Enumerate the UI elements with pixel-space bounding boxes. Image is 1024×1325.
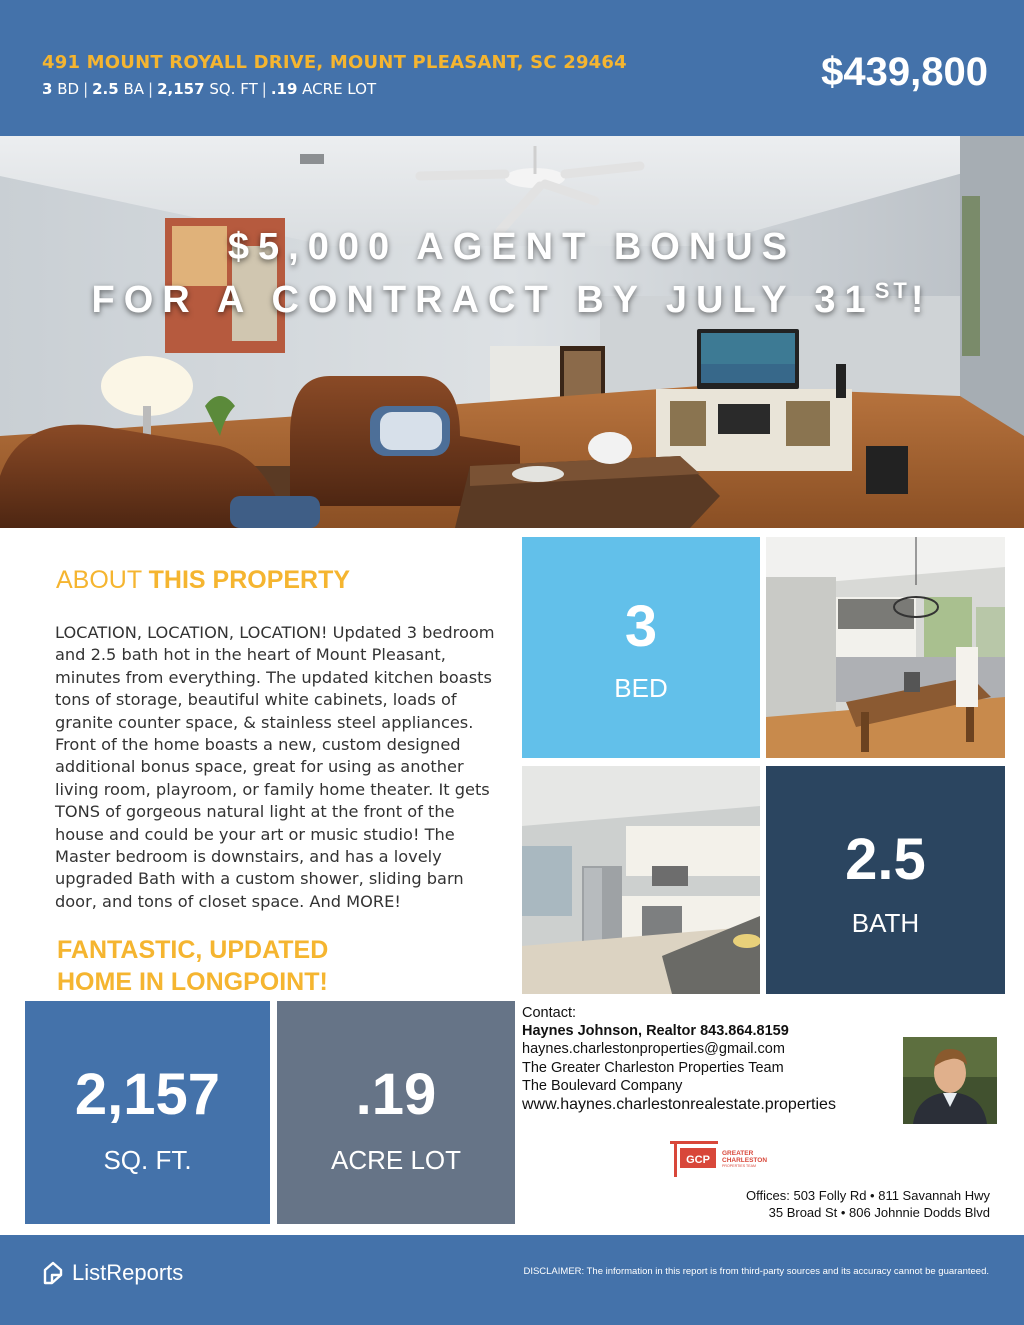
divider: |	[148, 80, 154, 98]
about-heading-bold: THIS PROPERTY	[148, 566, 351, 594]
baths-unit: BA	[123, 80, 145, 98]
bonus-deadline	[0, 278, 1024, 322]
about-heading-light: ABOUT	[56, 566, 142, 594]
contact-heading: Contact:	[522, 1005, 576, 1021]
lot-label: ACRE LOT	[330, 1145, 462, 1175]
listing-price: $439,800	[821, 50, 988, 94]
dining-room-photo	[766, 537, 1005, 758]
bonus-deadline-suffix: ST	[874, 278, 911, 303]
lot-value: .19	[270, 80, 298, 98]
sqft-unit: SQ. FT	[209, 80, 258, 98]
tagline-line-1: FANTASTIC, UPDATED	[57, 936, 329, 964]
agent-website[interactable]: www.haynes.charlestonrealestate.properties	[522, 1096, 836, 1114]
bath-label: BATH	[851, 908, 920, 938]
lot-tile	[277, 1001, 515, 1224]
lot-unit: ACRE LOT	[302, 80, 377, 98]
property-specs	[42, 80, 376, 98]
agent-email[interactable]: haynes.charlestonproperties@gmail.com	[522, 1041, 785, 1058]
bath-count: 2.5	[845, 827, 926, 892]
footer-banner	[0, 1235, 1024, 1325]
disclaimer-text: DISCLAIMER: The information in this report is from third-party sources and its accuracy cannot be guaranteed.	[523, 1266, 989, 1277]
offices-line-1: Offices: 503 Folly Rd • 811 Savannah Hwy	[746, 1188, 990, 1203]
lot-size: .19	[355, 1062, 437, 1127]
listreports-brand[interactable]	[40, 1257, 183, 1289]
agent-headshot-illustration	[903, 1037, 997, 1124]
contact-block	[522, 1004, 836, 1114]
gcp-line-2: CHARLESTON	[722, 1157, 768, 1164]
property-address: 491 MOUNT ROYALL DRIVE, MOUNT PLEASANT, SC 29464	[42, 52, 627, 73]
kitchen-photo	[522, 766, 760, 994]
company-name: The Boulevard Company	[522, 1077, 683, 1094]
bonus-deadline-text: FOR A CONTRACT BY JULY 31	[91, 279, 875, 321]
kitchen-illustration	[522, 766, 760, 994]
team-name: The Greater Charleston Properties Team	[522, 1059, 784, 1076]
agent-name-phone[interactable]: Haynes Johnson, Realtor 843.864.8159	[522, 1023, 789, 1040]
property-description: LOCATION, LOCATION, LOCATION! Updated 3 bedroom and 2.5 bath hot in the heart of Mount Pleasant, minutes from everything. The updated kitchen boasts tons of storage, beautiful white cabinets, loads of granite counter space, & stainless steel appliances. Front of the home boasts a new, custom designed additional bonus space, great for using as another living room, playroom, or family home theater. It gets TONS of gorgeous natural light at the front of the house and could be your art or music studio! The Master bedroom is downstairs, and has a lovely upgraded Bath with a custom shower, sliding barn door, and tons of closet space. And MORE!	[55, 623, 495, 911]
sqft-value: 2,157	[157, 80, 205, 98]
baths-value: 2.5	[92, 80, 119, 98]
bonus-headline: $5,000 AGENT BONUS	[227, 226, 797, 268]
about-heading	[56, 566, 350, 595]
property-tagline	[57, 934, 328, 998]
sqft-label: SQ. FT.	[103, 1145, 192, 1175]
tagline-line-2: HOME IN LONGPOINT!	[57, 968, 328, 996]
bed-tile	[522, 537, 760, 758]
divider: |	[261, 80, 267, 98]
beds-unit: BD	[57, 80, 80, 98]
bed-count: 3	[624, 594, 658, 659]
offices-line-2: 35 Broad St • 806 Johnnie Dodds Blvd	[768, 1205, 990, 1220]
sqft-count: 2,157	[74, 1062, 221, 1127]
listreports-name: ListReports	[72, 1260, 184, 1285]
dining-room-illustration	[766, 537, 1005, 758]
bed-label: BED	[614, 673, 668, 703]
bonus-deadline-end: !	[910, 279, 933, 321]
office-locations	[746, 1187, 990, 1221]
sqft-tile	[25, 1001, 270, 1224]
beds-value: 3	[42, 80, 53, 98]
gcp-team-logo	[670, 1137, 790, 1179]
gcp-sign-icon	[670, 1137, 790, 1179]
agent-headshot	[903, 1037, 997, 1124]
listreports-logo-icon	[40, 1260, 66, 1286]
bath-tile	[766, 766, 1005, 994]
divider: |	[83, 80, 89, 98]
living-room-photo	[0, 136, 1024, 528]
gcp-mark: GCP	[686, 1154, 710, 1166]
gcp-line-3: PROPERTIES TEAM	[722, 1164, 757, 1168]
living-room-illustration	[0, 136, 1024, 528]
gcp-line-1: GREATER	[722, 1150, 754, 1157]
header-banner	[0, 0, 1024, 136]
